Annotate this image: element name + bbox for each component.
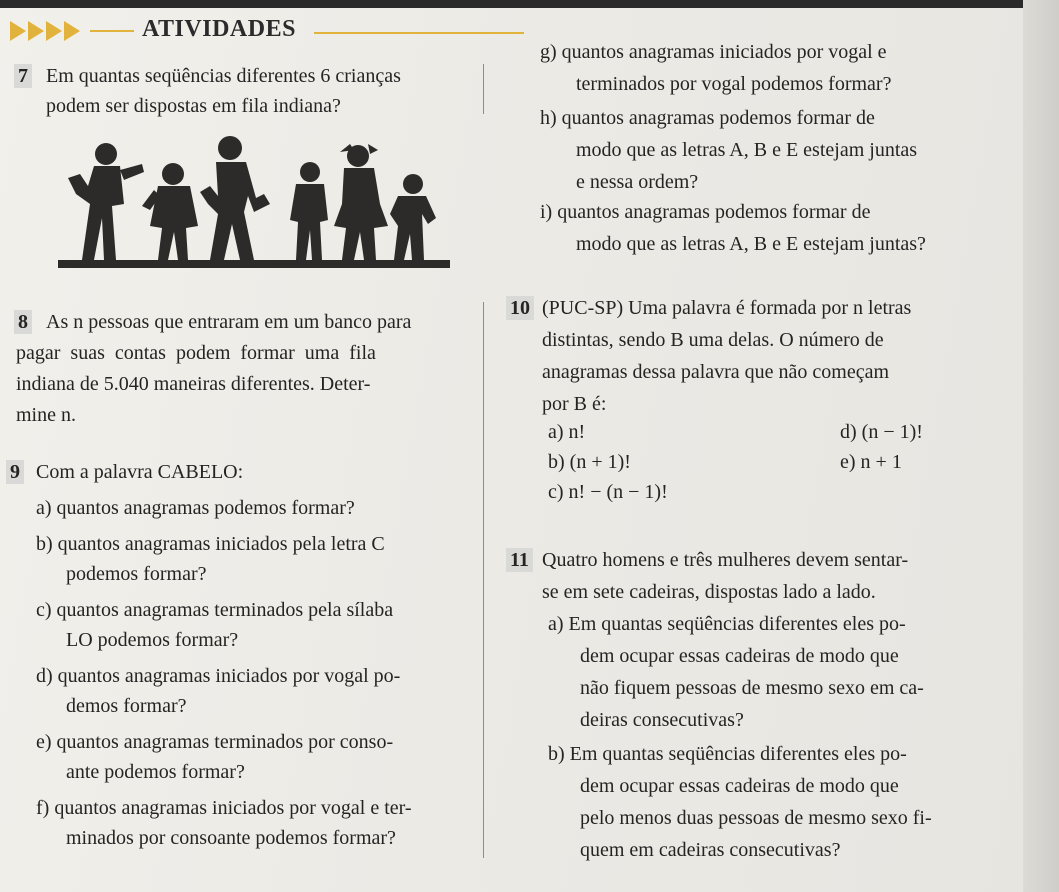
item-text: b) quantos anagramas iniciados pela letra C: [36, 533, 385, 555]
item-text: não fiquem pessoas de mesmo sexo em ca-: [580, 677, 924, 699]
question-text: anagramas dessa palavra que não começam: [542, 361, 890, 383]
arrow-icon: [10, 21, 26, 41]
children-silhouettes-icon: [58, 134, 450, 268]
answer-option: b) (n + 1)!: [548, 451, 631, 473]
column-divider: [483, 302, 484, 858]
question-number: 8: [14, 310, 32, 334]
question-text: Com a palavra CABELO:: [36, 461, 244, 483]
section-header: [8, 14, 528, 48]
item-text: h) quantos anagramas podemos formar de: [540, 107, 875, 129]
item-text: LO podemos formar?: [66, 629, 239, 651]
question-number: 11: [506, 548, 533, 572]
item-text: ante podemos formar?: [66, 761, 245, 783]
answer-option: c) n! − (n − 1)!: [548, 481, 668, 503]
item-text: e) quantos anagramas terminados por conso-: [36, 731, 394, 753]
item-text: dem ocupar essas cadeiras de modo que: [580, 645, 899, 667]
item-text: a) Em quantas seqüências diferentes eles po-: [548, 613, 906, 635]
arrow-icon: [46, 21, 62, 41]
question-text: distintas, sendo B uma delas. O número de: [542, 329, 884, 351]
question-number: 9: [6, 460, 24, 484]
item-text: e nessa ordem?: [576, 171, 699, 193]
question-text: indiana de 5.040 maneiras diferentes. Deter-: [16, 373, 371, 395]
column-divider: [483, 64, 484, 114]
item-text: terminados por vogal podemos formar?: [576, 73, 892, 95]
item-text: b) Em quantas seqüências diferentes eles po-: [548, 743, 907, 765]
item-text: g) quantos anagramas iniciados por vogal e: [540, 41, 887, 63]
question-text: mine n.: [16, 404, 76, 426]
item-text: modo que as letras A, B e E estejam juntas: [576, 139, 918, 161]
item-text: podemos formar?: [66, 563, 207, 585]
item-text: a) quantos anagramas podemos formar?: [36, 497, 355, 519]
item-text: minados por consoante podemos formar?: [66, 827, 396, 849]
item-text: d) quantos anagramas iniciados por vogal po-: [36, 665, 401, 687]
arrow-icon: [28, 21, 44, 41]
question-number: 10: [506, 296, 534, 320]
page-edge: [1023, 0, 1059, 892]
question-text: Quatro homens e três mulheres devem sentar-: [542, 549, 909, 571]
arrow-icon: [64, 21, 80, 41]
item-text: pelo menos duas pessoas de mesmo sexo fi-: [580, 807, 932, 829]
question-text: Em quantas seqüências diferentes 6 crianças: [46, 65, 401, 87]
question-number: 7: [14, 64, 32, 88]
answer-option: d) (n − 1)!: [840, 421, 923, 443]
item-text: f) quantos anagramas iniciados por vogal e ter-: [36, 797, 412, 819]
section-title: ATIVIDADES: [142, 16, 296, 42]
item-text: c) quantos anagramas terminados pela sílaba: [36, 599, 394, 621]
answer-option: a) n!: [548, 421, 586, 443]
question-text: pagar suas contas podem formar uma fila: [16, 342, 376, 364]
question-text: As n pessoas que entraram em um banco para: [46, 311, 412, 333]
header-rule: [90, 30, 134, 32]
item-text: i) quantos anagramas podemos formar de: [540, 201, 871, 223]
header-rule: [314, 32, 524, 34]
question-text: podem ser dispostas em fila indiana?: [46, 95, 341, 117]
item-text: modo que as letras A, B e E estejam juntas?: [576, 233, 926, 255]
item-text: deiras consecutivas?: [580, 709, 744, 731]
answer-option: e) n + 1: [840, 451, 902, 473]
item-text: dem ocupar essas cadeiras de modo que: [580, 775, 899, 797]
question-text: por B é:: [542, 393, 607, 415]
question-text: (PUC-SP) Uma palavra é formada por n letras: [542, 297, 912, 319]
top-shadow: [0, 0, 1059, 8]
item-text: demos formar?: [66, 695, 187, 717]
item-text: quem em cadeiras consecutivas?: [580, 839, 841, 861]
question-text: se em sete cadeiras, dispostas lado a lado.: [542, 581, 876, 603]
